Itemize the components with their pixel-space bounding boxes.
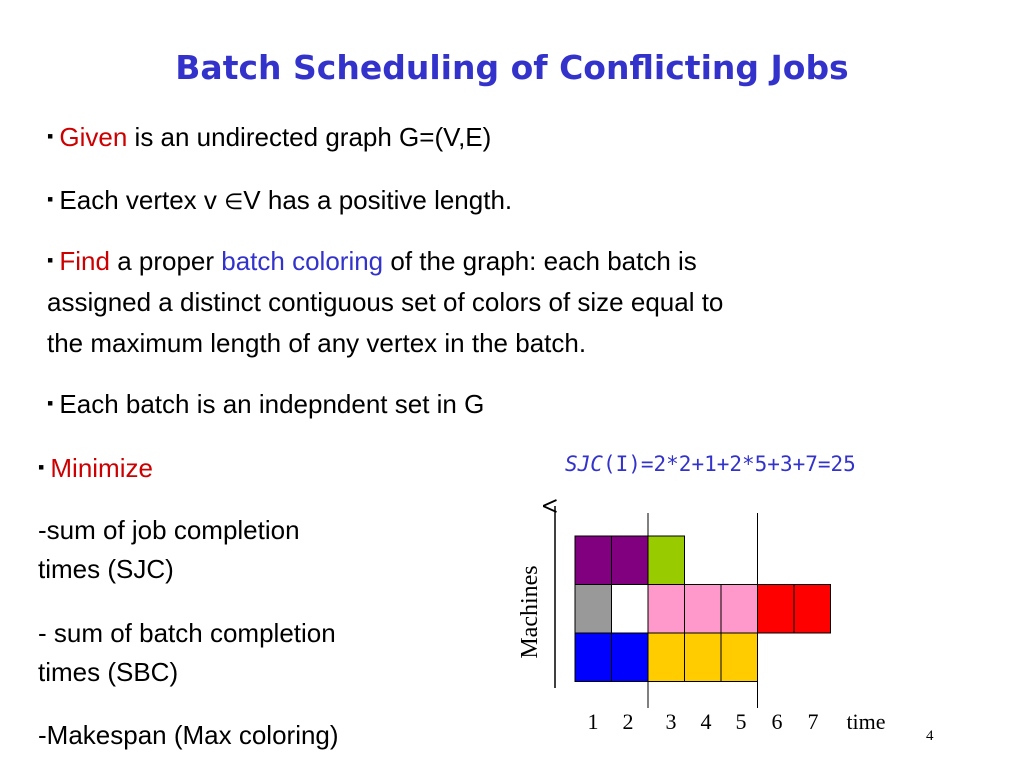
- time-tick-label: 5: [735, 709, 747, 734]
- vertex-text-after: V has a positive length.: [243, 185, 513, 215]
- schedule-cell: [612, 536, 649, 585]
- schedule-cell: [648, 536, 685, 585]
- bullet-marker: ▪: [38, 457, 45, 477]
- schedule-cell: [685, 585, 722, 634]
- time-tick-label: 6: [771, 709, 783, 734]
- vertex-text-before: Each vertex v: [59, 185, 225, 215]
- find-line-3: the maximum length of any vertex in the batch.: [47, 328, 587, 358]
- minimize-keyword: Minimize: [50, 453, 153, 483]
- schedule-cell: [575, 633, 612, 682]
- schedule-cell: [685, 633, 722, 682]
- sjc-line-2: times (SJC): [38, 554, 174, 584]
- x-axis-label: time: [846, 709, 886, 734]
- bullet-marker: ▪: [47, 126, 54, 146]
- schedule-cell: [794, 585, 831, 634]
- bullet-marker: ▪: [47, 189, 54, 209]
- sbc-line-2: times (SBC): [38, 657, 179, 687]
- time-ticks: [588, 709, 819, 734]
- page-number: 4: [926, 728, 934, 744]
- formula-rest: (I)=2*2+1+2*5+3+7=25: [602, 452, 856, 476]
- schedule-cell: [575, 585, 612, 634]
- time-tick-label: 7: [807, 709, 819, 734]
- schedule-cell: [648, 633, 685, 682]
- find-text-mid: a proper: [109, 246, 222, 276]
- schedule-cell: [575, 536, 612, 585]
- sbc-line-1: - sum of batch completion: [38, 618, 336, 648]
- given-text: is an undirected graph G=(V,E): [127, 122, 492, 152]
- time-tick-label: 1: [587, 709, 599, 734]
- element-of-symbol: ∈: [224, 189, 244, 214]
- schedule-cell: [612, 585, 649, 634]
- time-tick-label: 3: [665, 709, 677, 734]
- independent-set-text: Each batch is an indepndent set in G: [59, 389, 485, 419]
- slide-title: Batch Scheduling of Conflicting Jobs: [175, 48, 849, 87]
- sjc-line-1: -sum of job completion: [38, 515, 300, 545]
- schedule-cell: [612, 633, 649, 682]
- time-tick-label: 4: [700, 709, 712, 734]
- schedule-cell: [721, 585, 758, 634]
- makespan-line: -Makespan (Max coloring): [38, 720, 339, 750]
- time-tick-label: 2: [622, 709, 634, 734]
- find-line-2: assigned a distinct contiguous set of colors of size equal to: [47, 287, 724, 317]
- batch-coloring-term: batch coloring: [221, 246, 384, 276]
- bullet-marker: ▪: [47, 250, 54, 270]
- find-text-rest: of the graph: each batch is: [383, 246, 697, 276]
- schedule-cell: [721, 633, 758, 682]
- formula-prefix: SJC: [565, 452, 603, 476]
- schedule-grid: [575, 536, 831, 682]
- bullet-marker: ▪: [47, 393, 54, 413]
- schedule-cell: [648, 585, 685, 634]
- find-keyword: Find: [59, 246, 110, 276]
- given-keyword: Given: [59, 122, 128, 152]
- y-axis-label: Machines: [517, 565, 543, 659]
- schedule-cell: [758, 585, 795, 634]
